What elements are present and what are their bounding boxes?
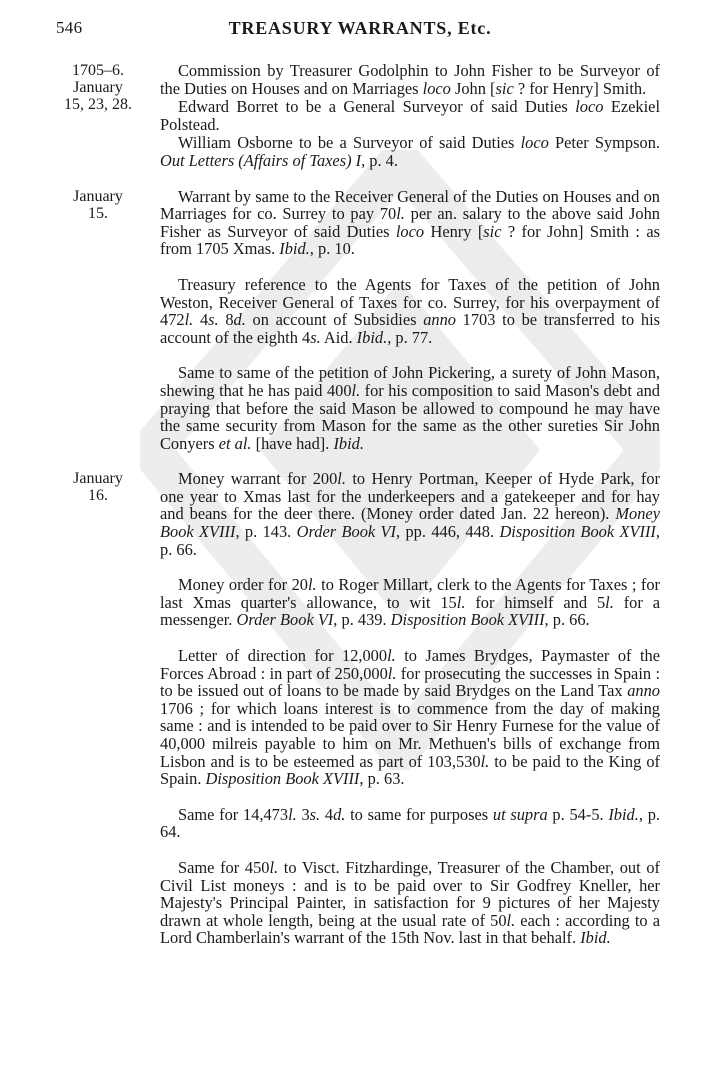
text-run: 4 — [193, 310, 209, 330]
calendar-entry — [56, 576, 660, 629]
text-run: 3 — [296, 804, 310, 824]
italic-text: d. — [233, 310, 246, 330]
italic-text: Disposition Book XVIII — [205, 769, 360, 789]
italic-text: Ibid. — [580, 928, 611, 948]
text-run: , pp. 446, 448. — [396, 522, 500, 542]
text-run: Treasury reference to the Agents for Taxes of the petition of John Weston, Receiver General of Taxes for co. Surrey, for his overpayment of 472 — [160, 274, 660, 330]
text-run: , p. 10. — [309, 239, 355, 259]
entry-paragraph — [160, 276, 660, 346]
entry-body — [160, 806, 660, 841]
text-run: to Visct. Fitzhardinge, Treasurer of the Chamber, out of Civil List moneys : and is to be paid over to Sir Godfrey Kneller, her Majesty's Principal Painter, in satisfaction for 9 pictures of her Majesty drawn at whole length, being at the usual rate of 50 — [160, 857, 660, 930]
calendar-entry — [56, 470, 660, 558]
italic-text: loco — [520, 133, 549, 153]
text-run: each : according to a Lord Chamberlain's warrant of the 15th Nov. last in that behalf. — [160, 910, 660, 948]
entry-date-line: January — [73, 79, 123, 96]
page-number: 546 — [56, 18, 83, 37]
text-run: , p. 143. — [235, 522, 297, 542]
text-run: Money order for 20 — [178, 575, 308, 595]
text-run: Same for 14,473 — [178, 804, 289, 824]
text-run: 1706 ; for which loans interest is to commence from the day of making same : and is intended to be paid over to Sir Henry Furnese for the value of 40,000 milreis payable to him on Mr. Methuen's bills of exchange from Lisbon and is to be esteemed as part of 103,530 — [160, 698, 660, 771]
entry-paragraph — [160, 98, 660, 133]
italic-text: l. — [288, 804, 297, 824]
entry-body — [160, 62, 660, 170]
text-run: William Osborne to be a Surveyor of said Duties — [178, 133, 521, 153]
italic-text: l. — [351, 380, 361, 400]
calendar-entry — [56, 647, 660, 788]
italic-text: l. — [308, 575, 317, 595]
italic-text: Disposition Book XVIII — [390, 610, 545, 630]
text-run: ? for Henry] Smith. — [513, 78, 647, 98]
text-run: for his composition to said Mason's debt and praying that before the said Mason be allowed to compound he may have the same security from Mason for the same as the other sureties Sir John Conyers — [160, 380, 660, 453]
entry-date-line: 1705–6. — [72, 62, 124, 79]
text-run: to Henry Portman, Keeper of Hyde Park, for one year to Xmas last for the underkeepers and a gatekeeper and for hay and beans for the deer there. (Money order dated Jan. 22 hereon). — [160, 469, 660, 524]
italic-text: l. — [506, 910, 516, 930]
italic-text: Disposition Book XVIII — [499, 522, 656, 542]
text-run: , p. 64. — [160, 804, 660, 842]
italic-text: loco — [575, 97, 604, 117]
italic-text: l. — [387, 663, 397, 683]
italic-text: s. — [309, 804, 321, 824]
text-run: Warrant by same to the Receiver General of the Duties on Houses and on Marriages for co. Surrey to pay 70 — [160, 186, 660, 224]
italic-text: l. — [337, 469, 346, 489]
text-run: Edward Borret to be a General Surveyor of said Duties — [178, 97, 576, 117]
italic-text: loco — [422, 78, 451, 98]
entry-paragraph — [160, 62, 660, 97]
entry-paragraph — [160, 576, 660, 629]
text-run: , p. 439. — [333, 610, 391, 630]
entry-paragraph — [160, 134, 660, 169]
text-run: on account of Subsidies — [245, 310, 424, 330]
text-run: for a messenger. — [160, 592, 660, 630]
calendar-entry — [56, 364, 660, 452]
entry-date — [56, 470, 140, 504]
entry-date-line: 15. — [88, 204, 108, 222]
text-run: Letter of direction for 12,000 — [178, 646, 388, 666]
italic-text: Order Book VI — [236, 610, 334, 630]
entry-date — [56, 62, 140, 113]
entry-date-line: 16. — [88, 487, 108, 505]
text-run: for prosecuting the successes in Spain : to be issued out of loans to be made by said Brydges on the Land Tax — [160, 663, 660, 701]
text-run: John [ — [450, 78, 496, 98]
calendar-entry — [56, 859, 660, 947]
text-run: Peter Sympson. — [548, 133, 660, 153]
italic-text: l. — [184, 310, 194, 330]
italic-text: Ibid. — [608, 804, 639, 824]
entry-date-line: January — [73, 470, 123, 488]
text-run: p. 54-5. — [547, 804, 609, 824]
text-run: to same for purposes — [345, 804, 493, 824]
text-run: to Roger Millart, clerk to the Agents for Taxes ; for last Xmas quarter's allowance, to wit 15 — [160, 575, 660, 612]
italic-text: anno — [627, 681, 660, 701]
italic-text: Out Letters (Affairs of Taxes) I — [160, 150, 362, 170]
calendar-entry — [56, 806, 660, 841]
entry-body — [160, 647, 660, 788]
text-run: , p. 63. — [359, 769, 405, 789]
italic-text: l. — [396, 204, 405, 224]
entry-date-line: January — [73, 187, 123, 205]
entry-date-line: 15, 23, 28. — [64, 96, 132, 113]
running-title: TREASURY WARRANTS, Etc. — [228, 18, 492, 38]
italic-text: l. — [387, 646, 396, 666]
text-run: 1703 to be transferred to his account of the eighth 4 — [160, 310, 661, 347]
text-run: Commission by Treasurer Godolphin to John Fisher to be Surveyor of the Duties on Houses and on Marriages — [160, 61, 660, 98]
text-run: , p. 4. — [361, 150, 398, 170]
text-run: to James Brydges, Paymaster of the Forces Abroad : in part of 250,000 — [160, 646, 660, 683]
text-run: Aid. — [320, 327, 357, 347]
page-header — [56, 18, 664, 44]
entry-paragraph — [160, 470, 660, 558]
text-run: , p. 66. — [544, 610, 590, 630]
italic-text: Order Book VI — [296, 522, 397, 542]
entry-body — [160, 470, 660, 558]
text-run: , p. 66. — [160, 522, 660, 559]
italic-text: l. — [456, 592, 466, 612]
italic-text: sic — [495, 78, 514, 98]
page-content — [56, 62, 660, 965]
calendar-entry — [56, 276, 660, 346]
italic-text: ut supra — [492, 804, 548, 824]
text-run: per an. salary to the above said John Fisher as Surveyor of said Duties — [160, 204, 660, 241]
italic-text: s. — [208, 310, 219, 330]
calendar-entry — [56, 62, 660, 170]
italic-text: et al. — [218, 433, 252, 453]
text-run: Ezekiel Polstead. — [160, 97, 660, 134]
entry-date — [56, 188, 140, 222]
entry-paragraph — [160, 647, 660, 788]
text-run: for himself and 5 — [465, 592, 606, 612]
entry-body — [160, 859, 660, 947]
italic-text: d. — [333, 804, 346, 824]
entry-body — [160, 364, 660, 452]
italic-text: anno — [423, 310, 456, 330]
text-run: Same to same of the petition of John Pickering, a surety of John Mason, shewing that he has paid 400 — [160, 363, 660, 400]
entry-paragraph — [160, 859, 660, 947]
text-run: Same for 450 — [178, 857, 270, 877]
italic-text: l. — [480, 751, 490, 771]
entry-body — [160, 576, 660, 629]
italic-text: sic — [483, 221, 502, 241]
italic-text: Ibid. — [333, 433, 364, 453]
text-run: Henry [ — [424, 221, 484, 241]
text-run: ? for John] Smith : as from 1705 Xmas. — [160, 221, 660, 259]
text-run: [have had]. — [251, 433, 334, 453]
text-run: , p. 77. — [387, 327, 433, 347]
text-run: 8 — [218, 310, 234, 330]
italic-text: s. — [310, 327, 321, 347]
entry-body — [160, 276, 660, 346]
italic-text: Money Book XVIII — [160, 504, 660, 542]
entry-paragraph — [160, 188, 660, 258]
calendar-entry — [56, 188, 660, 258]
entry-body — [160, 188, 660, 258]
text-run: Money warrant for 200 — [178, 469, 338, 489]
entry-paragraph — [160, 806, 660, 841]
italic-text: l. — [269, 857, 279, 877]
entry-paragraph — [160, 364, 660, 452]
italic-text: loco — [395, 221, 425, 241]
italic-text: Ibid. — [356, 327, 388, 347]
italic-text: l. — [605, 592, 614, 612]
text-run: 4 — [320, 804, 334, 824]
text-run: to be paid to the King of Spain. — [160, 751, 660, 789]
italic-text: Ibid. — [279, 239, 310, 259]
